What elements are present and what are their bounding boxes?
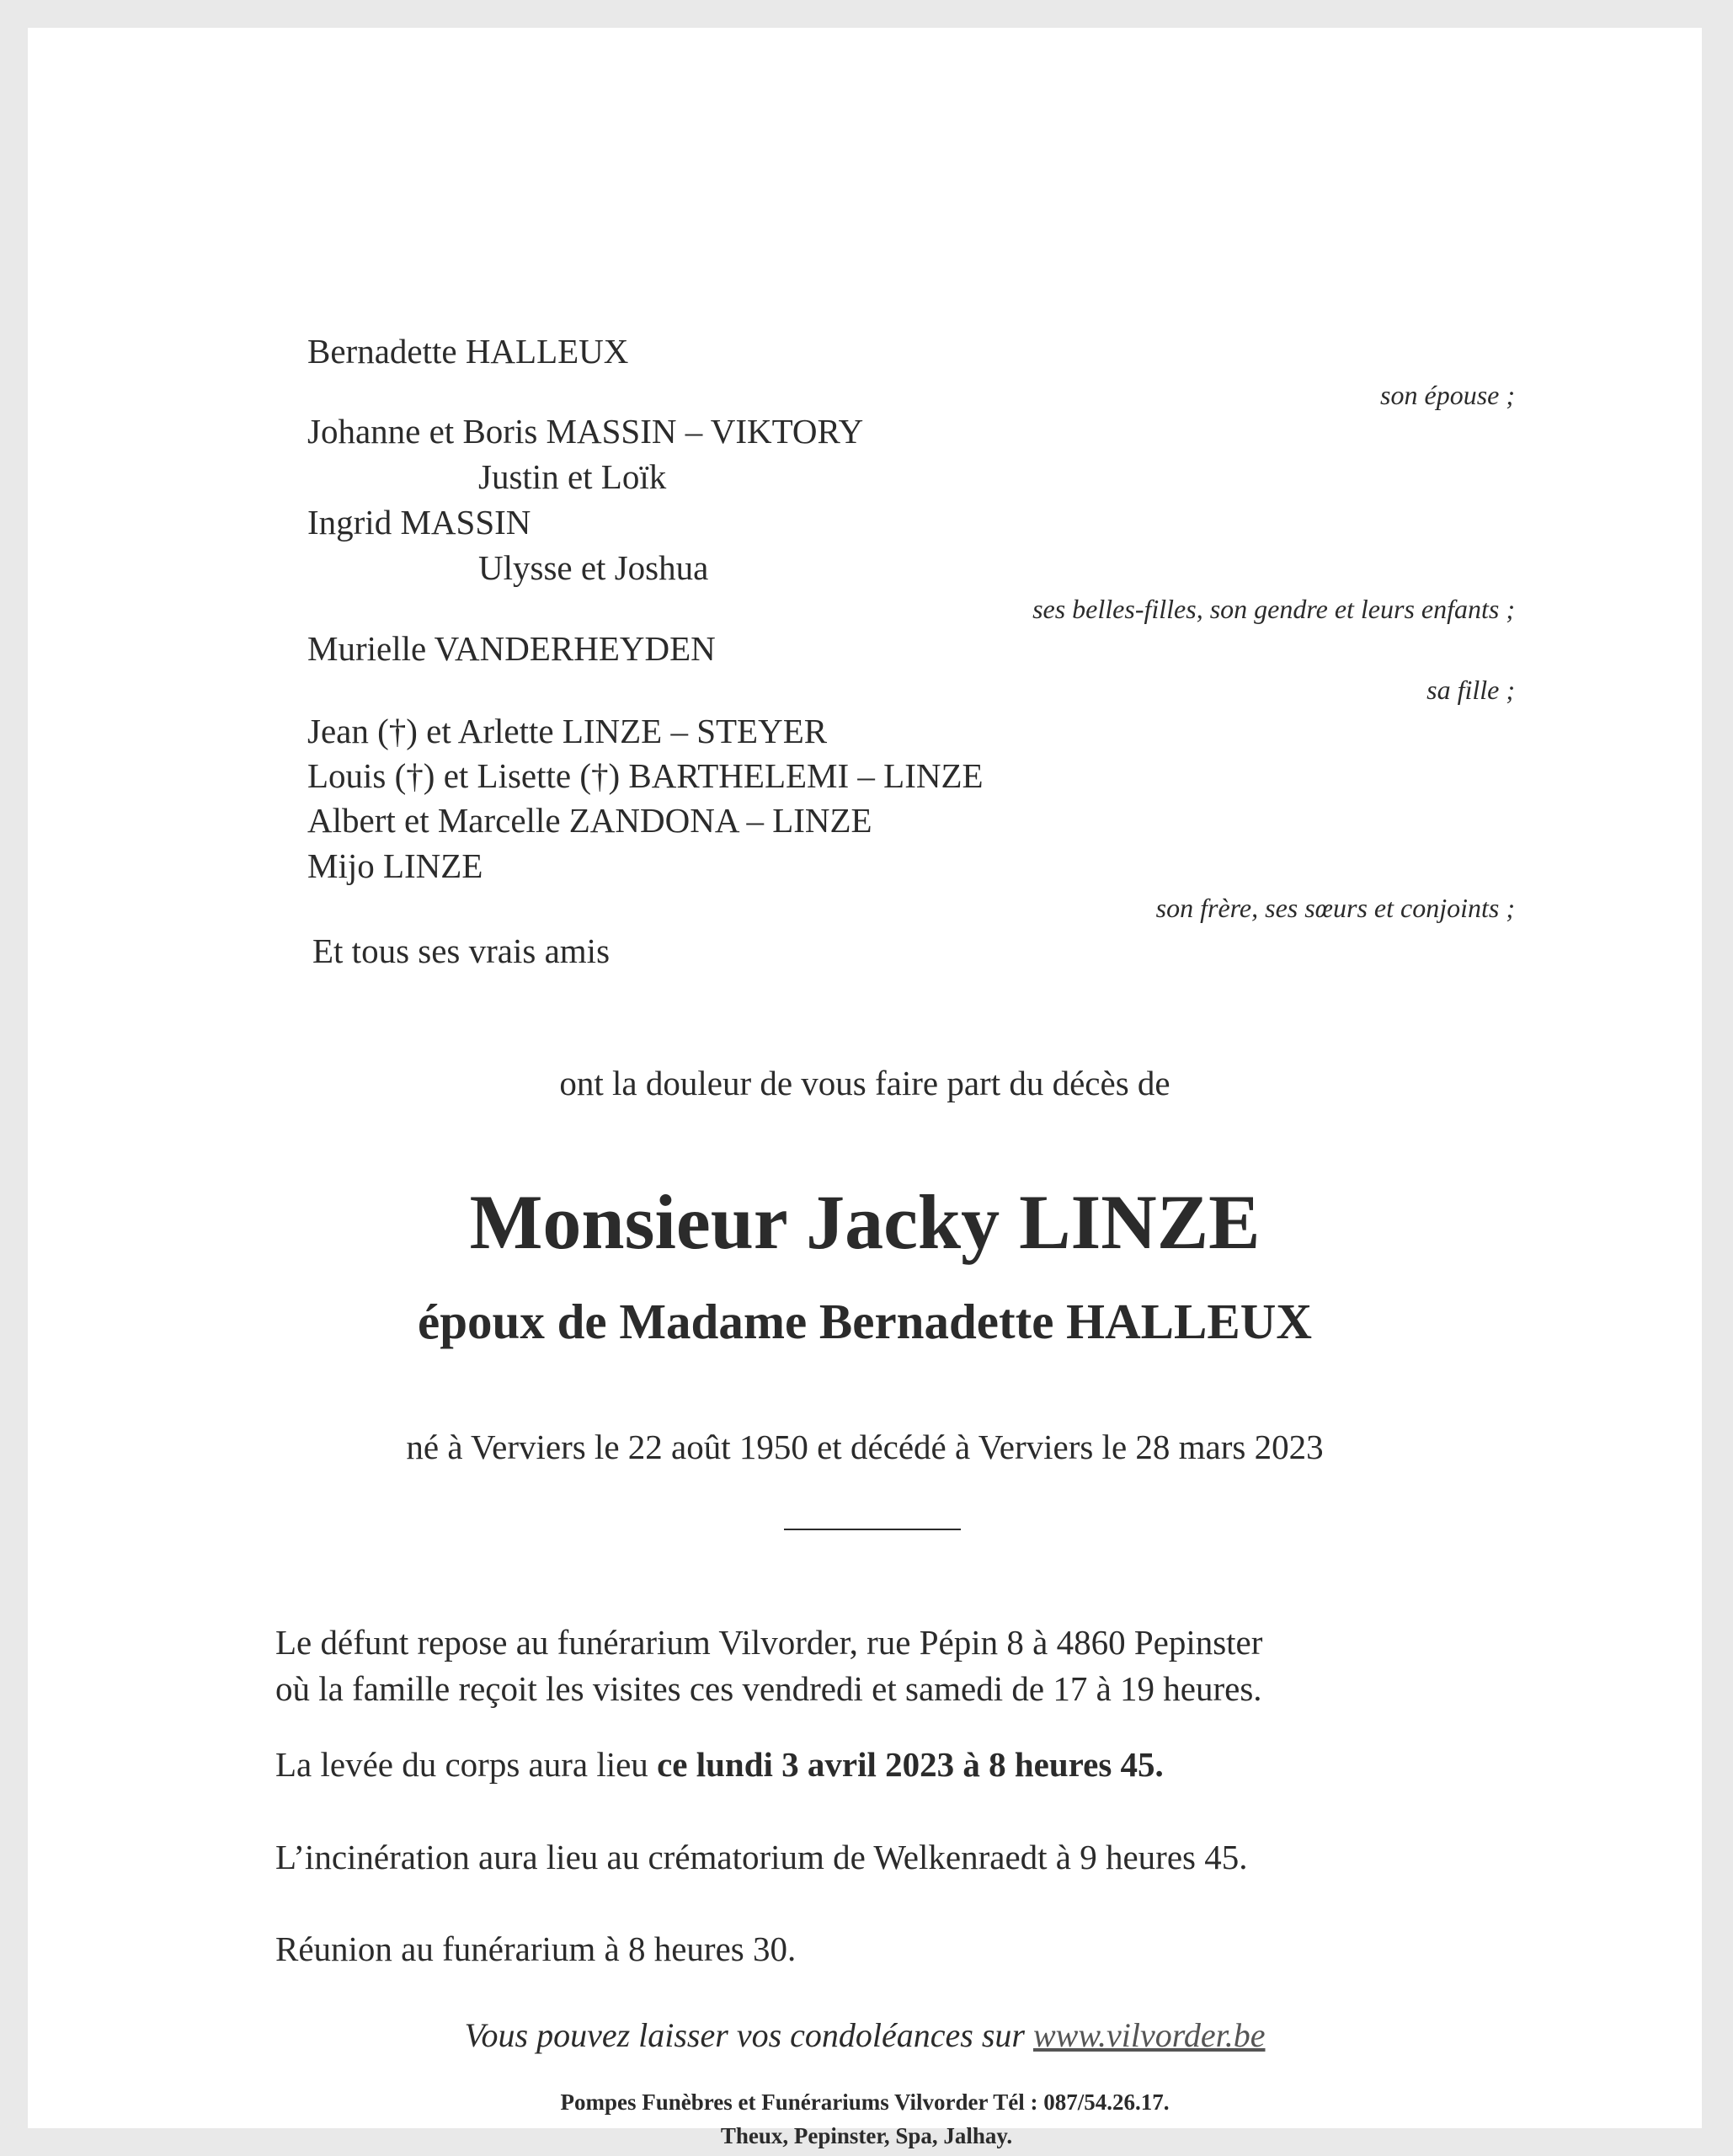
divider [784,1529,961,1530]
rest-line-1: Le défunt repose au funérarium Vilvorder, rue Pépin 8 à 4860 Pepinster [275,1623,1263,1662]
sibling-line: Jean (†) et Arlette LINZE – STEYER [307,712,828,750]
footer-line-2: Theux, Pepinster, Spa, Jalhay. [720,2123,1013,2148]
sibling-line: Mijo LINZE [307,846,483,885]
birth-death-dates: né à Verviers le 22 août 1950 et décédé à Verviers le 28 mars 2023 [406,1428,1324,1466]
deceased-name: Monsieur Jacky LINZE [469,1179,1261,1265]
inlaws-2-children: Ulysse et Joshua [478,548,709,587]
spouse-line: époux de Madame Bernadette HALLEUX [418,1294,1312,1349]
friends-line: Et tous ses vrais amis [312,931,611,970]
inlaws-1-children: Justin et Loïk [478,457,667,496]
announcement-text: ont la douleur de vous faire part du décès de [559,1064,1170,1102]
website-link[interactable]: www.vilvorder.be [1032,2016,1266,2054]
wife-name: Bernadette HALLEUX [307,332,629,371]
condolences-text: Vous pouvez laisser vos condoléances sur [464,2016,1033,2054]
wife-relation: son épouse ; [1380,380,1515,410]
siblings-relation: son frère, ses sœurs et conjoints ; [1155,893,1515,923]
cremation-line: L’incinération aura lieu au crématorium de Welkenraedt à 9 heures 45. [275,1838,1248,1876]
levee-prefix: La levée du corps aura lieu [275,1745,658,1784]
sibling-line: Louis (†) et Lisette (†) BARTHELEMI – LINZE [307,756,984,795]
sibling-line: Albert et Marcelle ZANDONA – LINZE [307,801,872,840]
footer-line-1: Pompes Funèbres et Funérariums Vilvorder Tél : 087/54.26.17. [560,2089,1170,2115]
inlaws-relation: ses belles-filles, son gendre et leurs enfants ; [1032,594,1515,624]
levee-date: ce lundi 3 avril 2023 à 8 heures 45. [657,1745,1164,1784]
levee-line [275,1744,1164,1785]
rest-line-2: où la famille reçoit les visites ces vendredi et samedi de 17 à 19 heures. [275,1669,1262,1708]
daughter-name: Murielle VANDERHEYDEN [307,629,716,668]
meeting-line: Réunion au funérarium à 8 heures 30. [275,1929,797,1968]
daughter-relation: sa fille ; [1426,675,1515,705]
inlaws-line-2: Ingrid MASSIN [307,503,531,542]
condolences-line [28,2015,1702,2055]
obituary-page [28,28,1702,2128]
inlaws-line-1: Johanne et Boris MASSIN – VIKTORY [307,412,864,451]
